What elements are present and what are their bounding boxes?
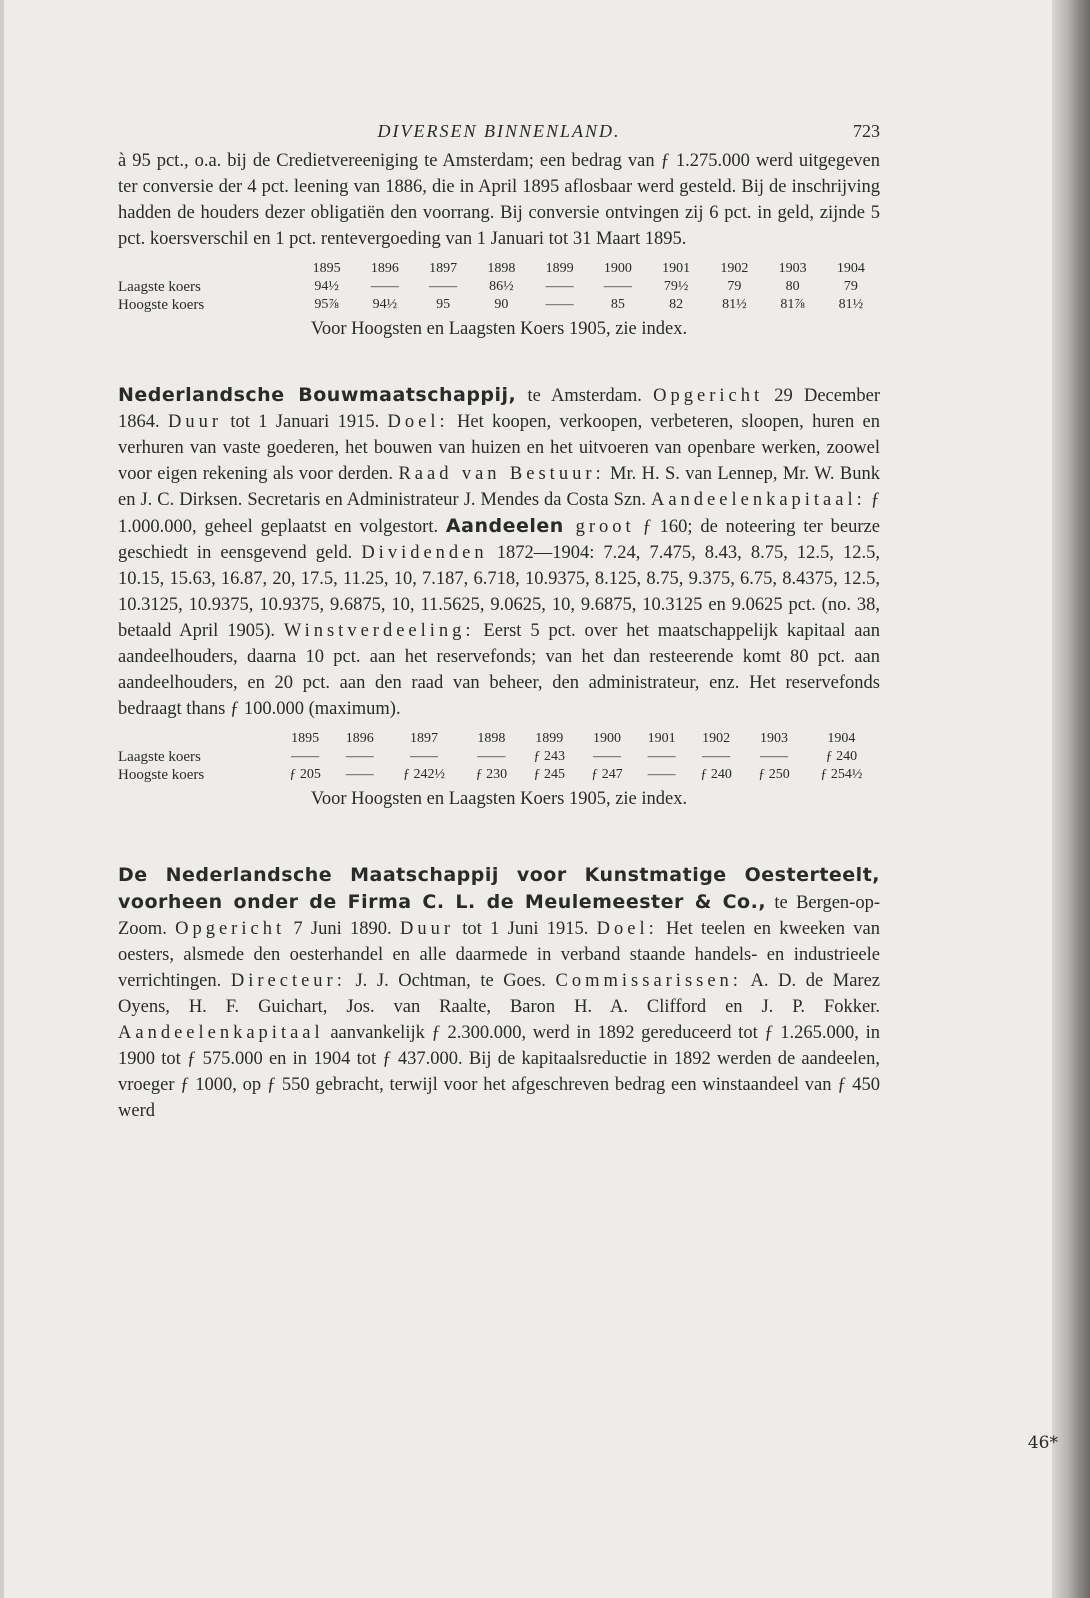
table-row bbox=[118, 748, 880, 766]
row-label: Hoogste koers bbox=[118, 767, 205, 783]
table-row bbox=[118, 766, 880, 784]
keyword-opgericht: Opgericht bbox=[653, 386, 764, 406]
value-cell: ƒ 245 bbox=[533, 767, 565, 782]
text-run: ƒ 1.000.000, geheel geplaatst en volgestort. bbox=[118, 490, 880, 537]
table-header-row bbox=[118, 730, 880, 748]
page-number: 723 bbox=[853, 121, 880, 141]
text-run: 29 December 1864. bbox=[118, 386, 880, 432]
value-cell: 82 bbox=[669, 297, 684, 312]
text-run: Eerst 5 pct. over het maatschappelijk kapitaal aan aandeelhouders, daarna 10 pct. aan het reservefonds; van het dan resteerende komt 80 pct. aan aandeelhouders, en 20 pct. aan den raad van beheer, den administrateur, enz. Het reservefonds bedraagt thans ƒ 100.000 (maximum). bbox=[118, 621, 880, 719]
keyword-doel: Doel: bbox=[596, 919, 658, 939]
table-header-row bbox=[118, 260, 880, 278]
signature-mark: 46* bbox=[1027, 1433, 1058, 1453]
value-cell: 85 bbox=[610, 297, 625, 312]
book-spine-shadow bbox=[1052, 0, 1090, 1598]
keyword-kapitaal: Aandeelenkapitaal: bbox=[650, 490, 866, 510]
value-cell: —— bbox=[545, 297, 574, 312]
table-row bbox=[118, 296, 880, 314]
text-run: tot 1 Januari 1915. bbox=[222, 412, 388, 432]
value-cell: ƒ 230 bbox=[475, 767, 508, 782]
year-cell: 1895 bbox=[312, 261, 341, 276]
company-paragraph-oesterteelt bbox=[118, 862, 880, 1124]
value-cell: ƒ 240 bbox=[700, 767, 732, 782]
value-cell: —— bbox=[291, 749, 320, 764]
running-header bbox=[118, 118, 880, 148]
value-cell: 86½ bbox=[489, 279, 514, 294]
page-left-edge bbox=[0, 0, 4, 1598]
year-cell: 1900 bbox=[603, 261, 632, 276]
value-cell: 81⅞ bbox=[780, 297, 805, 312]
keyword-duur: Duur bbox=[399, 919, 454, 939]
text-run: A. D. de Marez Oyens, H. F. Guichart, Jos. van Raalte, Baron H. A. Clifford en J. P. Fokker. bbox=[118, 971, 880, 1017]
value-cell: —— bbox=[603, 279, 632, 294]
koers-table-1 bbox=[118, 260, 880, 314]
text-run: Het koopen, verkoopen, verbeteren, sloopen, huren en verhuren van vaste goederen, het bouwen van huizen en het uitvoeren van openbare werken, zoowel voor eigen rekening als voor derden. bbox=[118, 412, 880, 484]
keyword-duur: Duur bbox=[167, 412, 222, 432]
table-corner bbox=[118, 260, 297, 278]
text-run: 7 Juni 1890. bbox=[285, 919, 400, 939]
value-cell: —— bbox=[370, 279, 399, 294]
text-run: 1872—1904: 7.24, 7.475, 8.43, 8.75, 12.5, 12.5, 10.15, 15.63, 16.87, 20, 17.5, 11.25, 10, 7.187, 6.718, 10.9375, 8.125, 8.75, 9.375, 6.75, 8.4375, 12.5, 10.3125, 10.9375, 10.9375, 9.6875, 10, 11.5625, 9.0625, 10, 9.6875, 10.3125 en 9.0625 pct. (no. 38, betaald April 1905). bbox=[118, 543, 881, 641]
value-cell: —— bbox=[409, 749, 438, 764]
year-cell: 1899 bbox=[545, 261, 574, 276]
running-title: DIVERSEN BINNENLAND. bbox=[377, 121, 621, 141]
section-gap bbox=[118, 822, 880, 862]
keyword-commissarissen: Commissarissen: bbox=[555, 971, 742, 991]
keyword-doel: Doel: bbox=[387, 412, 449, 432]
year-cell: 1904 bbox=[836, 261, 865, 276]
table-note: Voor Hoogsten en Laagsten Koers 1905, zie index. bbox=[310, 789, 688, 809]
year-cell: 1896 bbox=[370, 261, 399, 276]
value-cell: ƒ 242½ bbox=[402, 767, 445, 782]
value-cell: ƒ 205 bbox=[289, 767, 321, 782]
keyword-dividenden: Dividenden bbox=[361, 543, 488, 563]
value-cell: 81½ bbox=[722, 297, 747, 312]
text-run: Het teelen en kweeken van oesters, alsmede den oesterhandel en alle daarmede in verband staande handels- en industrieele verrichtingen. bbox=[118, 919, 880, 991]
text-run: tot 1 Juni 1915. bbox=[453, 919, 597, 939]
company-paragraph-bouwmaatschappij bbox=[118, 382, 880, 722]
value-cell: 95⅞ bbox=[314, 297, 339, 312]
value-cell: ƒ 250 bbox=[758, 767, 790, 782]
year-cell: 1900 bbox=[592, 731, 621, 746]
year-cell: 1901 bbox=[662, 261, 691, 276]
text-run: te Bergen-op-Zoom. bbox=[118, 893, 880, 939]
value-cell: 79 bbox=[727, 279, 742, 294]
value-cell: 80 bbox=[785, 279, 800, 294]
year-cell: 1897 bbox=[429, 261, 458, 276]
keyword-raad: Raad van Bestuur: bbox=[398, 464, 605, 484]
value-cell: —— bbox=[345, 749, 374, 764]
row-label: Laagste koers bbox=[118, 749, 201, 765]
keyword-kapitaal: Aandeelenkapitaal bbox=[118, 1023, 324, 1043]
year-cell: 1898 bbox=[487, 261, 516, 276]
value-cell: —— bbox=[702, 749, 731, 764]
year-cell: 1902 bbox=[702, 731, 731, 746]
company-name: Nederlandsche Bouwmaatschappij, bbox=[118, 384, 517, 406]
year-cell: 1899 bbox=[535, 731, 564, 746]
year-cell: 1902 bbox=[720, 261, 749, 276]
year-cell: 1901 bbox=[647, 731, 676, 746]
value-cell: —— bbox=[647, 749, 676, 764]
value-cell: 95 bbox=[436, 297, 451, 312]
year-cell: 1904 bbox=[827, 731, 856, 746]
year-cell: 1903 bbox=[778, 261, 807, 276]
row-label: Hoogste koers bbox=[118, 297, 205, 313]
company-name: De Nederlandsche Maatschappij voor Kunstmatige Oesterteelt, voorheen onder de Firma C. L. de Meulemeester & Co., bbox=[118, 864, 880, 913]
keyword-groot: groot bbox=[563, 517, 635, 537]
value-cell: ƒ 243 bbox=[533, 749, 565, 764]
value-cell: 79½ bbox=[663, 279, 689, 294]
table-row bbox=[118, 278, 880, 296]
text-run: te Amsterdam. bbox=[516, 386, 654, 406]
intro-paragraph: à 95 pct., o.a. bij de Credietvereeniging te Amsterdam; een bedrag van ƒ 1.275.000 werd uitgegeven ter conversie der 4 pct. leening van 1886, die in April 1895 aflosbaar werd gesteld. Bij de inschrijving hadden de houders dezer obligatiën den voorrang. Bij conversie ontvingen zij 6 pct. in geld, zijnde 5 pct. koersverschil en 1 pct. rentevergoeding van 1 Januari tot 31 Maart 1895. bbox=[118, 151, 880, 249]
text-run: J. J. Ochtman, te Goes. bbox=[345, 971, 556, 991]
value-cell: 90 bbox=[494, 297, 509, 312]
value-cell: ƒ 254½ bbox=[820, 767, 863, 782]
keyword-opgericht: Opgericht bbox=[175, 919, 286, 939]
year-cell: 1897 bbox=[409, 731, 438, 746]
text-run: aanvankelijk ƒ 2.300.000, werd in 1892 gereduceerd tot ƒ 1.265.000, in 1900 tot ƒ 575.000 en in 1904 tot ƒ 437.000. Bij de kapitaalsreductie in 1892 werden de aandeelen, vroeger ƒ 1000, op ƒ 550 gebracht, terwijl voor het afgeschreven bedrag een winstaandeel van ƒ 450 werd bbox=[118, 1023, 880, 1121]
value-cell: ƒ 240 bbox=[825, 749, 858, 764]
value-cell: 94½ bbox=[314, 279, 339, 294]
value-cell: —— bbox=[345, 767, 374, 782]
value-cell: —— bbox=[759, 749, 788, 764]
value-cell: 81½ bbox=[838, 297, 864, 312]
value-cell: —— bbox=[647, 767, 676, 782]
text-run: Mr. H. S. van Lennep, Mr. W. Bunk en J. C. Dirksen. Secretaris en Administrateur J. Mendes da Costa Szn. bbox=[118, 464, 880, 510]
keyword-directeur: Directeur: bbox=[230, 971, 346, 991]
value-cell: —— bbox=[429, 279, 458, 294]
text-run: ƒ 160; de noteering ter beurze geschiedt in eensgevend geld. bbox=[118, 517, 880, 563]
year-cell: 1895 bbox=[291, 731, 320, 746]
value-cell: —— bbox=[592, 749, 621, 764]
row-label: Laagste koers bbox=[118, 279, 201, 295]
section-gap bbox=[118, 352, 880, 382]
keyword-aandeelen: Aandeelen bbox=[445, 515, 564, 537]
value-cell: —— bbox=[545, 279, 574, 294]
year-cell: 1898 bbox=[477, 731, 506, 746]
table-corner bbox=[118, 730, 276, 748]
keyword-winstverdeeling: Winstverdeeling: bbox=[283, 621, 475, 641]
value-cell: 79 bbox=[843, 279, 858, 294]
page-content bbox=[118, 118, 880, 1124]
koers-table-2 bbox=[118, 730, 880, 784]
table-note: Voor Hoogsten en Laagsten Koers 1905, zie index. bbox=[310, 319, 688, 339]
year-cell: 1903 bbox=[759, 731, 788, 746]
value-cell: ƒ 247 bbox=[591, 767, 623, 782]
year-cell: 1896 bbox=[345, 731, 374, 746]
value-cell: —— bbox=[477, 749, 506, 764]
value-cell: 94½ bbox=[372, 297, 398, 312]
